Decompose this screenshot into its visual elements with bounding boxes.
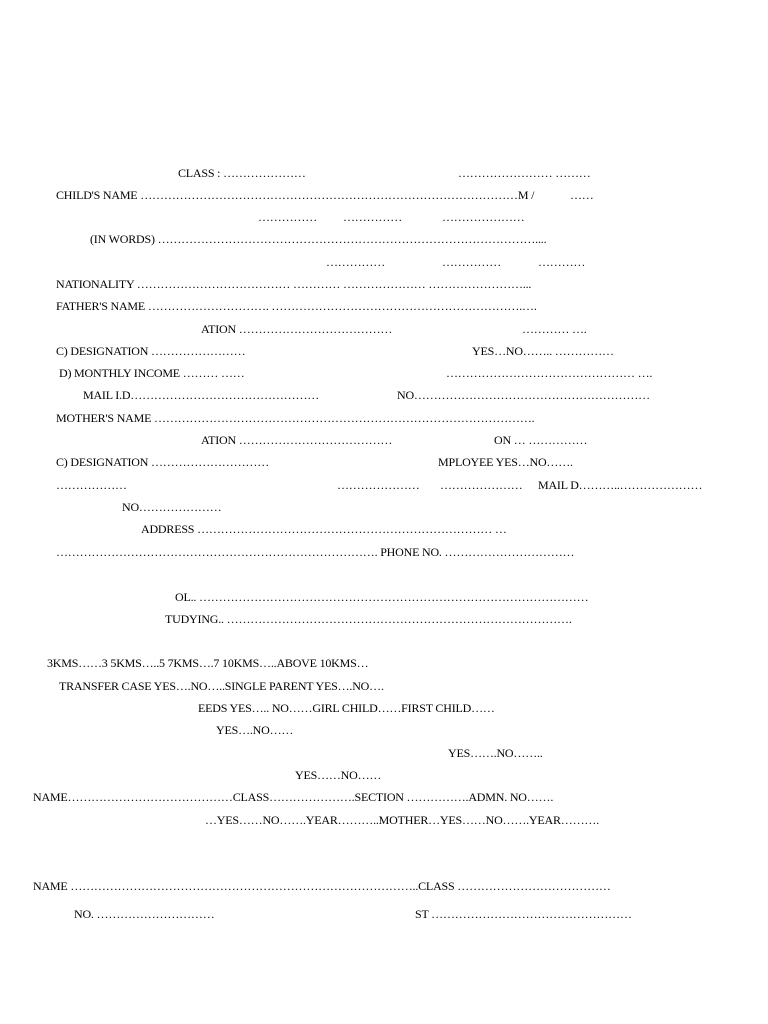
sibling-details-field: NAME……………………………………CLASS………………….SECTION …………….ADMN. NO……. bbox=[33, 790, 554, 804]
yes-no-row bbox=[0, 746, 768, 766]
nationality-field: NATIONALITY ………………………………… ………… ………………… ……………………... bbox=[56, 277, 532, 291]
transfer-case-row bbox=[0, 679, 768, 699]
blank-field: ………………… bbox=[337, 478, 420, 492]
child-name-field: CHILD'S NAME ……………………………………………………………………………………M / bbox=[56, 188, 535, 202]
in-words-row bbox=[0, 232, 768, 252]
number-field: NO…………………………………………………… bbox=[397, 388, 650, 402]
blank-field: ………………………………………… …. bbox=[446, 366, 653, 380]
blank-field: …………… bbox=[442, 255, 502, 269]
blank-field: ………… …. bbox=[522, 322, 587, 336]
father-name-field: FATHER'S NAME …………………………. ……………………………………………………….…. bbox=[56, 299, 537, 313]
school-row bbox=[0, 590, 768, 610]
distance-options: 3KMS……3 5KMS…..5 7KMS….7 10KMS…..ABOVE 10KMS… bbox=[47, 656, 369, 670]
yes-no-row bbox=[0, 723, 768, 743]
blank-field: ……………… bbox=[56, 478, 127, 492]
designation-field: C) DESIGNATION …………………… bbox=[56, 344, 246, 358]
qualification-field: ATION ………………………………… bbox=[201, 322, 393, 336]
address-field: ADDRESS ………………………………………………………………… … bbox=[141, 522, 507, 536]
class-row bbox=[0, 166, 768, 186]
yes-no-field: YES….NO…… bbox=[216, 723, 294, 737]
blank-field: …… bbox=[570, 188, 594, 202]
sibling-row bbox=[0, 790, 768, 810]
number-row bbox=[0, 500, 768, 520]
blank-field: …………… bbox=[326, 255, 386, 269]
monthly-income-field: D) MONTHLY INCOME ……… …… bbox=[59, 366, 245, 380]
email-field: MAIL D………..………………… bbox=[538, 478, 703, 492]
nationality-row bbox=[0, 277, 768, 297]
employee-yes-no-field: MPLOYEE YES…NO……. bbox=[438, 455, 573, 469]
transfer-case-field: TRANSFER CASE YES….NO…..SINGLE PARENT YES….NO…. bbox=[59, 679, 384, 693]
class-field-label: CLASS : ………………… bbox=[178, 166, 306, 180]
blank-row bbox=[0, 210, 768, 230]
blank-field: ………………… bbox=[442, 210, 525, 224]
distance-row bbox=[0, 656, 768, 676]
child-name-row bbox=[0, 188, 768, 208]
studying-field: TUDYING.. ……………………………………………………………………………. bbox=[165, 612, 572, 626]
number-last-row bbox=[0, 907, 768, 927]
alumni-yes-no-field: …YES……NO…….YEAR………..MOTHER…YES……NO…….YEAR………. bbox=[205, 813, 600, 827]
blank-field: …………… bbox=[258, 210, 318, 224]
yes-no-row bbox=[0, 768, 768, 788]
phone-field: ………………………………………………………………………. PHONE NO. …………………………… bbox=[56, 545, 575, 559]
father-name-row bbox=[0, 299, 768, 319]
blank-field: ………………… bbox=[440, 478, 523, 492]
mother-qualification-row bbox=[0, 433, 768, 453]
blank-field: ………… bbox=[538, 255, 586, 269]
blank-field: ST …………………………………………… bbox=[415, 907, 632, 921]
blank-field: …………… bbox=[343, 210, 403, 224]
father-email-row bbox=[0, 388, 768, 408]
number-field: NO. ………………………… bbox=[74, 907, 215, 921]
phone-row bbox=[0, 545, 768, 565]
email-field: MAIL I.D………………………………………… bbox=[83, 388, 320, 402]
number-field: NO………………… bbox=[122, 500, 222, 514]
address-row bbox=[0, 522, 768, 542]
special-needs-field: EEDS YES….. NO……GIRL CHILD……FIRST CHILD…… bbox=[198, 701, 495, 715]
blank-field: ON … …………… bbox=[494, 433, 588, 447]
studying-row bbox=[0, 612, 768, 632]
monthly-income-row bbox=[0, 366, 768, 386]
in-words-field: (IN WORDS) …………………………………………………………………………………….... bbox=[90, 232, 547, 246]
mother-name-field: MOTHER'S NAME ……………………………………………………………………………………. bbox=[56, 411, 535, 425]
yes-no-field: YES…….NO…….. bbox=[448, 746, 543, 760]
father-qualification-row bbox=[0, 322, 768, 342]
name-class-field: NAME ……………………………………………………………………………..CLASS ………………………………… bbox=[33, 879, 611, 893]
special-needs-row bbox=[0, 701, 768, 721]
alumni-row bbox=[0, 813, 768, 833]
blank-field: …………………… ……… bbox=[458, 166, 591, 180]
school-field: OL.. ……………………………………………………………………………………… bbox=[175, 590, 589, 604]
name-class-row bbox=[0, 879, 768, 899]
father-designation-row bbox=[0, 344, 768, 364]
mother-designation-row bbox=[0, 455, 768, 475]
blank-row bbox=[0, 255, 768, 275]
designation-field: C) DESIGNATION ………………………… bbox=[56, 455, 269, 469]
yes-no-field: YES…NO…….. …………… bbox=[472, 344, 614, 358]
qualification-field: ATION ………………………………… bbox=[201, 433, 393, 447]
mother-details-row bbox=[0, 478, 768, 498]
yes-no-field: YES……NO…… bbox=[295, 768, 382, 782]
mother-name-row bbox=[0, 411, 768, 431]
